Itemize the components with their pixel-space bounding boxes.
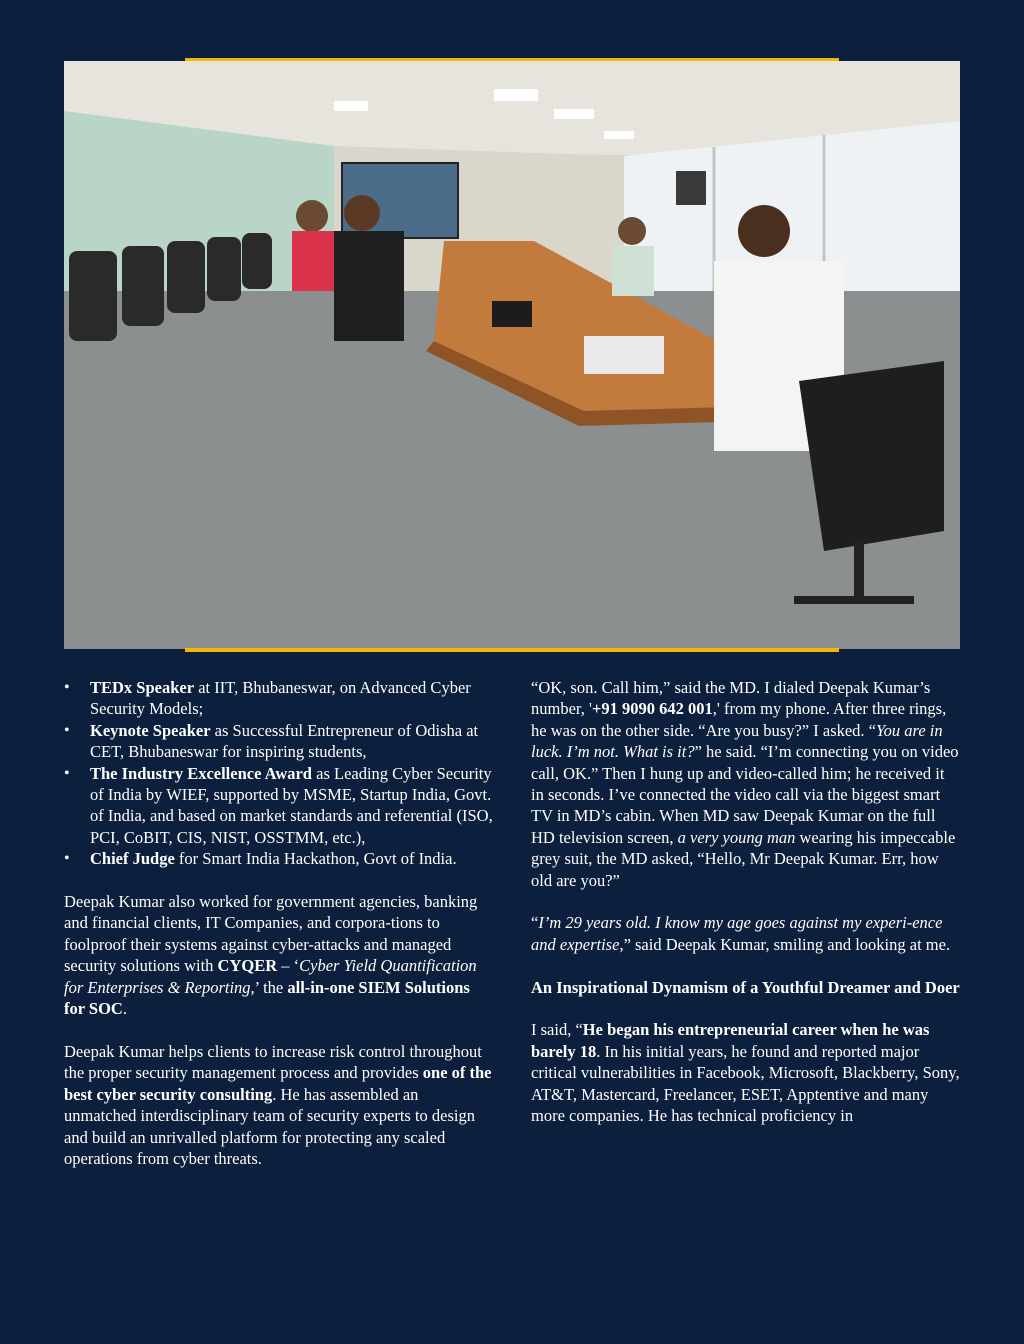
achievements-list <box>64 677 494 870</box>
paragraph-risk-control: Deepak Kumar helps clients to increase risk control throughout the proper security management process and provides one of the best cyber security consulting. He has assembled an unmatched interdisciplinary team of security experts to design and build an unrivalled platform for protecting any scaled operations from cyber threats. <box>64 1041 492 1168</box>
paragraph-video-call: “OK, son. Call him,” said the MD. I dialed Deepak Kumar’s number, '+91 9090 642 001,' from my phone. After three rings, he was on the other side. “Are you busy?” I asked. “You are in luck. I’m not. What is it?” he said. “I’m connecting you on video call, OK.” Then I hung up and video-called him; he received it in seconds. I’ve connected the video call via the biggest smart TV in MD’s cabin. When MD saw Deepak Kumar on the full HD television screen, a very young man wearing his impeccable grey suit, the MD asked, “Hello, Mr Deepak Kumar. Err, how old are you?” <box>531 678 959 890</box>
bottom-accent-bar <box>185 648 839 652</box>
ceiling-light <box>554 109 594 119</box>
photo-illustration <box>64 61 960 649</box>
list-item: • Keynote Speaker as Successful Entrepreneur of Odisha at CET, Bhubaneswar for inspiring students, <box>64 720 494 763</box>
laptop <box>584 336 664 374</box>
office-chair <box>799 361 944 551</box>
meeting-room-photo <box>64 61 960 649</box>
wall-clock-frame <box>676 171 706 205</box>
paragraph-age-quote: “I’m 29 years old. I know my age goes against my experi-ence and expertise,” said Deepak Kumar, smiling and looking at me. <box>531 913 951 954</box>
paragraph-government-clients: Deepak Kumar also worked for government agencies, banking and financial clients, IT Companies, and corpora-tions to foolproof their systems against cyber-attacks and managed security solutions with CYQER – ‘Cyber Yield Quantification for Enterprises & Reporting,’ the all-in-one SIEM Solutions for SOC. <box>64 892 478 1019</box>
list-item: • The Industry Excellence Award as Leading Cyber Security of India by WIEF, supported by MSME, Startup India, Govt. of India, and based on market standards and referential (ISO, PCI, CoBIT, CIS, NIST, OSSTMM, etc.), <box>64 763 494 849</box>
ceiling-light <box>494 89 538 101</box>
left-column <box>64 677 494 1169</box>
right-column <box>531 677 961 1126</box>
section-heading: An Inspirational Dynamism of a Youthful Dreamer and Doer <box>531 977 960 997</box>
ceiling-light <box>604 131 634 139</box>
ceiling-light <box>334 101 368 111</box>
list-item: • TEDx Speaker at IIT, Bhubaneswar, on Advanced Cyber Security Models; <box>64 677 494 720</box>
paragraph-entrepreneurial-career: I said, “He began his entrepreneurial career when he was barely 18. In his initial years, he found and reported major critical vulnerabilities in Facebook, Microsoft, Blackberry, Sony, AT&T, Mastercard, Freelancer, ESET, Apptentive and many more companies. He has technical proficiency in <box>531 1020 960 1126</box>
list-item: • Chief Judge for Smart India Hackathon, Govt of India. <box>64 848 494 869</box>
desk-phone <box>492 301 532 327</box>
